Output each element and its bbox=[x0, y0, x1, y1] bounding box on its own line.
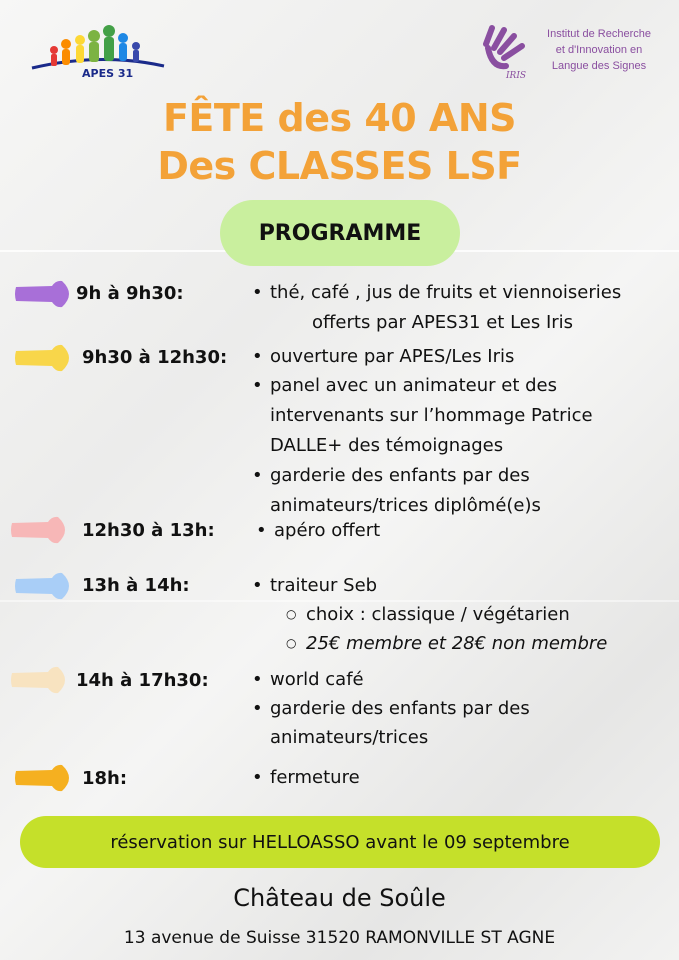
title-line-2: Des CLASSES LSF bbox=[157, 144, 522, 188]
venue-name: Château de Soûle bbox=[233, 884, 446, 912]
time-arrow-icon bbox=[8, 663, 74, 697]
apes31-logo-text: APES 31 bbox=[82, 67, 134, 80]
schedule-item: • garderie des enfants par des bbox=[270, 694, 530, 723]
time-slot: 13h à 14h: bbox=[82, 575, 190, 596]
time-slot: 14h à 17h30: bbox=[76, 670, 209, 691]
time-arrow-icon bbox=[12, 761, 78, 795]
schedule-item: ○ choix : classique / végétarien bbox=[306, 600, 570, 629]
programme-badge bbox=[220, 200, 460, 266]
venue-address: 13 avenue de Suisse 31520 RAMONVILLE ST AGNE bbox=[123, 928, 556, 948]
schedule-item: • garderie des enfants par des bbox=[270, 461, 530, 490]
schedule-item: DALLE+ des témoignages bbox=[270, 435, 504, 456]
time-arrow-icon bbox=[12, 569, 78, 603]
schedule-item: animateurs/trices bbox=[270, 727, 429, 748]
time-slot: 9h à 9h30: bbox=[76, 283, 184, 304]
schedule-item: offerts par APES31 et Les Iris bbox=[312, 312, 574, 333]
iris-org-line-3: Langue des Signes bbox=[551, 60, 647, 72]
schedule-item: animateurs/trices diplômé(e)s bbox=[270, 495, 541, 516]
schedule-item: • fermeture bbox=[270, 763, 360, 792]
programme-label: PROGRAMME bbox=[258, 220, 422, 246]
schedule-item: • world café bbox=[270, 665, 364, 694]
time-arrow-icon bbox=[12, 341, 78, 375]
schedule-item: ○ 25€ membre et 28€ non membre bbox=[306, 629, 607, 658]
hand-sign-icon bbox=[478, 24, 534, 80]
time-slot: 9h30 à 12h30: bbox=[82, 347, 228, 368]
schedule-item: • thé, café , jus de fruits et viennoiseries bbox=[270, 278, 621, 307]
title-line-1: FÊTE des 40 ANS bbox=[162, 96, 517, 140]
schedule-item: • apéro offert bbox=[274, 516, 380, 545]
schedule-item: intervenants sur l’hommage Patrice bbox=[270, 405, 593, 426]
apes31-logo bbox=[30, 22, 170, 84]
time-arrow-icon bbox=[12, 277, 78, 311]
reservation-text: réservation sur HELLOASSO avant le 09 septembre bbox=[110, 831, 570, 853]
schedule-item: • panel avec un animateur et des bbox=[270, 371, 557, 400]
reservation-banner bbox=[20, 816, 660, 868]
iris-org-line-2: et d'Innovation en bbox=[555, 44, 643, 56]
families-icon bbox=[30, 22, 170, 72]
time-slot: 18h: bbox=[82, 768, 128, 789]
time-arrow-icon bbox=[8, 513, 74, 547]
iris-org-line-1: Institut de Recherche bbox=[547, 28, 651, 40]
schedule-item: • ouverture par APES/Les Iris bbox=[270, 342, 514, 371]
schedule-item: • traiteur Seb bbox=[270, 571, 377, 600]
time-slot: 12h30 à 13h: bbox=[82, 520, 215, 541]
iris-logo bbox=[478, 24, 658, 84]
iris-mark: IRIS bbox=[506, 71, 527, 80]
